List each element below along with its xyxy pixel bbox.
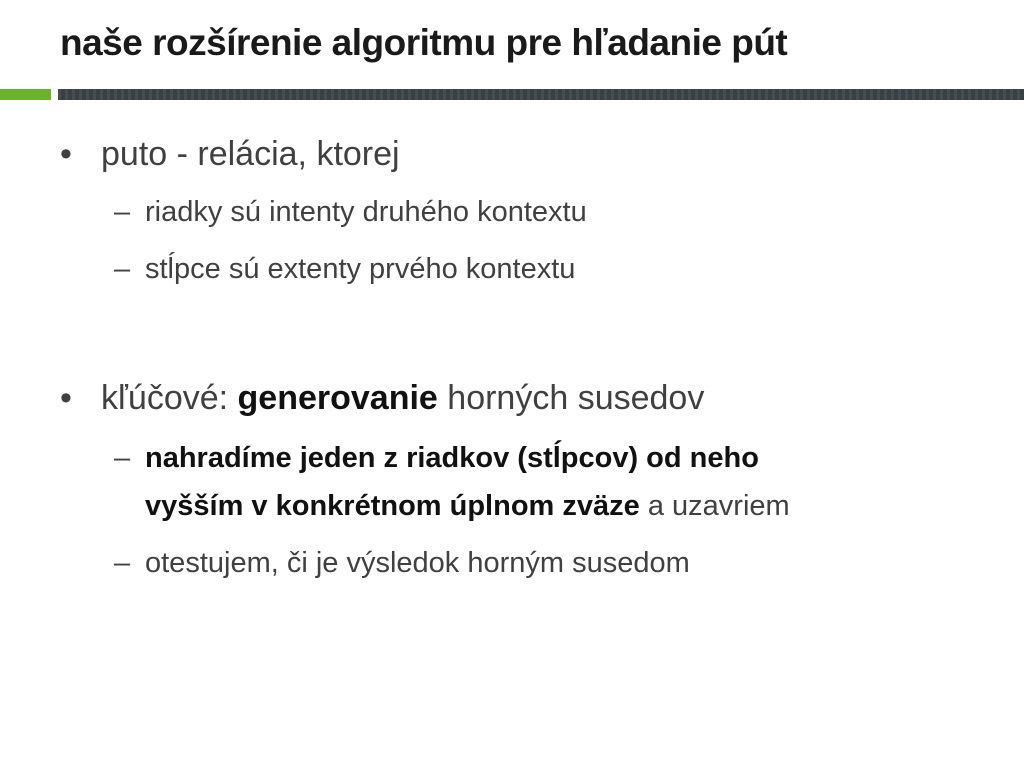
- sub-text-bold-line-2: vyšším v konkrétnom úplnom zväze: [145, 490, 640, 522]
- sub-text: stĺpce sú extenty prvého kontextu: [145, 253, 576, 285]
- sub-text-line-1: [145, 440, 759, 476]
- bullet-text-suffix: horných susedov: [437, 379, 705, 417]
- sub-text-normal-suffix: a uzavriem: [639, 490, 790, 522]
- bullet-text-bold: generovanie: [237, 379, 438, 417]
- sub-dash: –: [114, 442, 131, 474]
- bullet-dot: •: [60, 379, 72, 417]
- bullet-text: puto - relácia, ktorej: [101, 135, 400, 173]
- bullet-text-prefix: kľúčové:: [101, 379, 238, 417]
- bullet-dot: •: [60, 135, 72, 173]
- sub-text-bold-line-1: nahradíme jeden z riadkov (stĺpcov) od neho: [145, 442, 759, 474]
- sub-text: otestujem, či je výsledok horným susedom: [145, 547, 690, 579]
- bullet-text: [101, 378, 704, 418]
- sub-text-line-2: [145, 488, 790, 524]
- slide-title: naše rozšírenie algoritmu pre hľadanie pút: [60, 22, 788, 63]
- sub-text: riadky sú intenty druhého kontextu: [145, 196, 587, 228]
- sub-dash: –: [114, 196, 131, 228]
- sub-dash: –: [114, 253, 131, 285]
- sub-dash: –: [114, 547, 131, 579]
